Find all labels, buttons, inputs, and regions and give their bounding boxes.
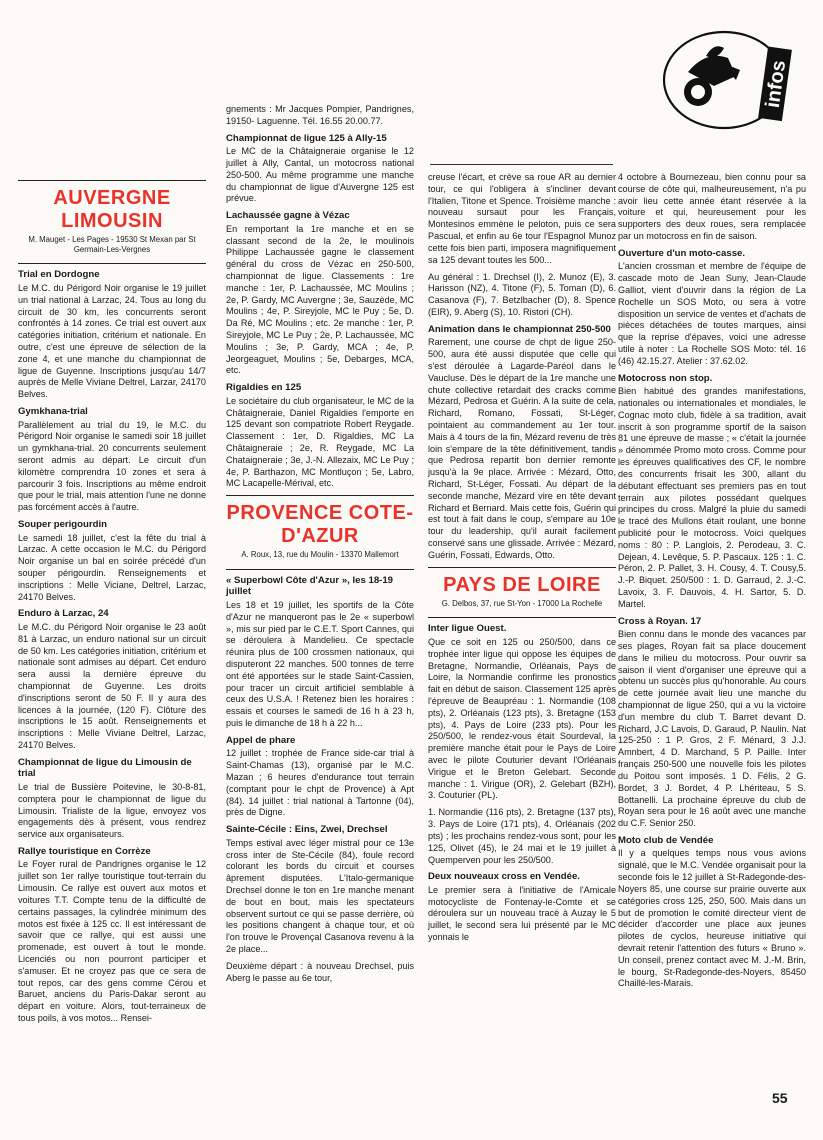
region-header bbox=[18, 180, 206, 264]
article-heading: Motocross non stop. bbox=[618, 372, 713, 384]
region-title: AUVERGNE LIMOUSIN bbox=[53, 187, 171, 232]
article-paragraph: Bien connu dans le monde des vacances par ses plages, Royan fait sa place doucement dans le milieu du motocross. Pour ouvrir sa saison il vient d'organiser une épreuve qui a obtenu un succès plus qu'honorable. Au cours de cette journée avait lieu une manche du championnat de ligue 250, qui a vu la victoire d'un membre du club T. Barret devant D. Richard, J.C Lavois, D. Garaud, P. Naulin. Nat 125-250 : 1 P. Gros, 2 F. Ménard, 3 J.J. Amnbert, 4 D. Marchand, 5 P. Paille. Inter français 250-500 une nouvelle fois les pilotes du Poitou sont imposés. 1 D. Félis, 2 G. Bordet, 3 J. Bordet, 4 P. Lhériteau, 5 S. Bottanelli. La prochaine épreuve du club de Royan sera pour le 16 août avec une manche du C.F. Senior 250. bbox=[618, 629, 806, 829]
article-paragraph: Les 18 et 19 juillet, les sportifs de la Côte d'Azur ne manqueront pas le 2e « superbowl », mis sur pied par le C.E.T. Sport Cannes, qui se déroulera à Mandelieu. Ce spectacle réunira plus de 100 crossmen nationaux, qui disputeront 22 manches. 500 tonnes de terre ont été apportées sur le stade Saint-Cassien, pour tracer un circuit artificiel semblable à ceux des U.S.A. ! Retenez bien les horaires : essais et courses le samedi de 16 h à 23 h, puis le dimanche de 18 h à 22 h... bbox=[226, 599, 414, 729]
article-paragraph: Le sociétaire du club organisateur, le MC de la Châtaigneraie, Daniel Rigaldies l'emporte en 125 devant son compatriote Robert Reygade. Classement : 1er, D. Rigaldies, MC La Châtaigneraie ; 2e, R. Reygade, MC La Chataigneraie ; 3e, J.-N. Allezaix, MC Le Puy ; 4e, P. Barthazon, MC Montluçon ; 5e, Labro, MC Lacapelle-Mérival, etc. bbox=[226, 395, 414, 489]
article-heading: Appel de phare bbox=[226, 734, 296, 746]
region-header bbox=[428, 567, 616, 619]
article-heading: Cross à Royan. 17 bbox=[618, 615, 702, 627]
article-heading: Rallye touristique en Corrèze bbox=[18, 845, 151, 857]
region-address: A. Roux, 13, rue du Moulin - 13370 Mallemort bbox=[241, 550, 399, 560]
article-paragraph: Parallèlement au trial du 19, le M.C. du Périgord Noir organise le samedi soir 18 juillet un gymkhana-trial. 20 concurrents seulement seront admis au départ. Le circuit d'un kilomètre comprendra 10 zones et sera à parcourir 3 fois. Inscriptions au même endroit que pour le trial, mais attention l'une ne donne pas forcément accès à l'autre. bbox=[18, 419, 206, 513]
article-paragraph: gnements : Mr Jacques Pompier, Pandrignes, 19150- Laguenne. Tél. 16.55 20.00.77. bbox=[226, 104, 414, 126]
logo-text: infos bbox=[761, 58, 791, 110]
article-paragraph: 4 octobre à Bournezeau, bien connu pour sa course de côte qui, malheureusement, n'a pu avoir lieu cette année étant réservée à la voiture et qui, heureusement pour les supporters des deux roues, sera remplacée par un motocross en fin de saison. bbox=[618, 172, 806, 242]
article-heading: Deux nouveaux cross en Vendée. bbox=[428, 871, 580, 883]
article-heading: Trial en Dordogne bbox=[18, 269, 100, 281]
column-1 bbox=[18, 176, 206, 1030]
article-paragraph: Le Foyer rural de Pandrignes organise le 12 juillet son 1er rallye touristique tout-terrain du Limousin. Ce rallye est ouvert aux motos et voitures T.T. Compte tenu de la difficulté de certains passages, la cylindrée minimum des motos est fixée à 125 cc. Il est intéressant de savoir que ce rallye, qui est aussi une promenade, est ouvert à tout le monde. Licenciés ou non pourront participer et s'amuser. Et ne croyez pas que ce sera de tout repos, car des gens comme Cérou et Baruet, anciens du Paris-Dakar seront au départ en voiture. Alors, tout-terraineux de tous poils, à vos motos... Rensei- bbox=[18, 859, 206, 1024]
article-paragraph: creuse l'écart, et crève sa roue AR au dernier tour, ce qui l'obligera à s'incliner devant l'Italien, Titone et Spence. Troisième manche : nouveau sursaut pour les Français, Montesinos emmène le peloton, puis ce sera Pascual, et enfin au 6e tour l'Espagnol Munoz cette fois bien parti, imposera magnifiquement sa 125 devant toutes les 500... bbox=[428, 172, 616, 265]
article-paragraph: Au général : 1. Drechsel (I), 2. Munoz (E), 3. Harisson (NZ), 4. Titone (F), 5. Toman (D), 6. Casanova (F), 7. Betzlbacher (D), 8. Spence (EIR), 9. Aberg (S), 10. Ristori (CH). bbox=[428, 271, 616, 317]
page-number: 55 bbox=[772, 1090, 788, 1106]
article-paragraph: L'ancien crossman et membre de l'équipe de cascade moto de Jean Suny, Jean-Claude Galliot, vient d'ouvrir dans la région de La Rochelle un SOS Moto, ou sera à votre disposition un service de ventes et d'achats de pièces détachées de toutes marques, ainsi que la reprise d'épaves, voici une adresse utile à noter : La Rochelle SOS Moto: tél. 16 (46) 42.15.27. Atelier : 37.62.02. bbox=[618, 261, 806, 366]
article-heading: Ouverture d'un moto-casse. bbox=[618, 247, 746, 259]
article-heading: Souper perigourdin bbox=[18, 519, 108, 531]
article-paragraph: Le samedi 18 juillet, c'est la fête du trial à Larzac. A cette occasion le M.C. du Périgord Noir organise un bal en soirée précédé d'un souper périgourdin. Renseignements et inscriptions : Melle Viciane, Deltrel, Larzac, 24170 Belves. bbox=[18, 532, 206, 602]
article-paragraph: Deuxième départ : à nouveau Drechsel, puis Aberg le passe au 6e tour, bbox=[226, 960, 414, 983]
article-heading: Rigaldies en 125 bbox=[226, 382, 302, 394]
region-title: PAYS DE LOIRE bbox=[443, 573, 601, 596]
motorcycle-rider-icon bbox=[684, 46, 740, 106]
article-paragraph: Que ce soit en 125 ou 250/500, dans ce trophée inter ligue qui oppose les équipes de Bretagne, Normandie, Orléanais, Pays de Loire, la Normandie confirme les pronostics fait en début de saison. Classement 125 après l'épreuve de Beaupréau : 1. Normandie (108 pts), 2. Orléanais (123 pts), 3. Bretagne (153 pts), 4. Pays de Loire (233 pts). Pour les 250/500, le rendez-vous était Sourdeval, la première manche était pour le Pays de Loire avec le pilote Couturier devant l'Orléanais Virigue et le Breton Gelebart. Seconde manche : 1. Virigue (OR), 2. Gelebart (BZH), 3. Couturier (PL). bbox=[428, 636, 616, 801]
article-paragraph: Bien habitué des grandes manifestations, nationales ou internationales et mondiales, le Cognac moto club, fidèle à sa tradition, avait inscrit à son programme sportif de la saison 81 une épreuve de masse ; « c'était la journée » dénommée Promo moto cross. Comme pour les épreuves qualificatives des CF, le nombre des concurrents frisait les 300, allant du débutant effectuant ses premiers pas en tout terrain aux pilotes possédant quelques principes du cross. Malgré la pluie du samedi le tracé des Mullons était roulant, une bonne publicité pour le motocross. Voici quelques noms : 80 : P. Langlois, 2. Perodeau, 3. C. Dejean, 4. Levêque, 5. P. Pascaux. 125 : 1. C. Péron, 2. P. Pallet, 3. H. Cousy, 4. T. Cousy,5. J.-P. Biquet. 250/500 : 1. D. Garraud, 2. J.-C. Lavoix, 3. F. Dauvois, 4. H. Sartor, 5. D. Martel. bbox=[618, 386, 806, 609]
region-address: M. Mauget - Les Pages - 19530 St Mexan par St Germain-Les-Vergnes bbox=[28, 235, 196, 254]
article-paragraph: En remportant la 1re manche et en se classant second de la 2e, le moulinois Philippe Lachaussée gagne le classement général du cross de Vézac en 250-500, championnat de ligue. Classements : 1re manche : 1er, P. Lachaussée, MC Moulins ; 2e, P. Gardy, MC Auvergne ; 3e, Sauzède, MC Moulins ; 4e, P. Sireyjole, MC le Puy ; 5e, D. Da Ré, MC Moulins ; etc. 2e manche : 1er, P. Sireyjole, MC Le Puy ; 2e, P. Lachaussée, MC Moulins ; 3e, P. Gardy, MCA ; 4e, P. Jeorgeaguet, Moulins ; 5e, Debarges, MCA, etc. bbox=[226, 223, 414, 376]
article-heading: Lachaussée gagne à Vézac bbox=[226, 210, 350, 222]
article-heading: Enduro à Larzac, 24 bbox=[18, 608, 109, 620]
article-heading: Inter ligue Ouest. bbox=[428, 623, 507, 635]
article-heading: Championnat de ligue du Limousin de trial bbox=[18, 756, 192, 780]
article-paragraph: 1. Normandie (116 pts), 2. Bretagne (137 pts), 3. Pays de Loire (171 pts), 4. Orléanais (202 pts) ; les prochains rendez-vous sont, pour les 125, Olivet (45), le 24 mai et le 19 juillet à Quemperven pour les 250/500. bbox=[428, 807, 616, 865]
article-paragraph: 12 juillet : trophée de France side-car trial à Saint-Chamas (13), organisé par le M.C. Mazan ; 6 heures d'endurance tout terrain (comptant pour le chpt de Provence) à Apt (84). 14 juillet : trial national à Tartonne (04), près de Digne. bbox=[226, 748, 414, 818]
article-paragraph: Le trial de Bussière Poitevine, le 30-8-81, comptera pour le championnat de ligue du Limousin. Trialiste de la ligue, envoyez vos engagements dès à présent, vous rendrez service aux organisateurs. bbox=[18, 781, 206, 840]
region-title: PROVENCE COTE-D'AZUR bbox=[226, 502, 414, 548]
article-paragraph: Temps estival avec léger mistral pour ce 13e cross inter de Ste-Cécile (84), foule record colorant les bords du circuit et courses âprement disputées. L'Italo-germanique Drechsel donne le ton en 1re manche menant de bout en bout, mais les spectateurs observent surtout ce qui se passe derrière, où les positions changent à chaque tour, et où l'on trouve le Provençal Casanova revenu à la 2e place... bbox=[226, 837, 414, 955]
article-heading: Championnat de ligue 125 à Ally-15 bbox=[226, 132, 387, 144]
article-paragraph: Le MC de la Châtaigneraie organise le 12 juillet à Ally, Cantal, un motocross national 250-500. Au même programme une manche du championnat de ligue d'Auvergne 125 est prévue. bbox=[226, 146, 414, 204]
infos-logo bbox=[658, 22, 798, 137]
article-heading: Moto club de Vendée bbox=[618, 834, 714, 846]
article-paragraph: Il y a quelques temps nous vous avions signalé, que le M.C. Vendée organisait pour la seconde fois le 12 juillet à St-Radegonde-des-Noyers 85, une course sur prairie ouverte aux catégories cross 125, 250, 500. Mais dans un but de promotion le comité directeur vient de décider d'accorder une place aux jeunes pilotes de cyclos, heureuse initiative qui devrait retenir l'attention des futurs « Bruno ». Un conseil, prenez contact avec M. J.-M. Brin, le bourg, St-Radegonde-des-Noyers, 85450 Chaillé-les-Marais. bbox=[618, 848, 806, 989]
column-4 bbox=[618, 172, 806, 995]
article-heading: Gymkhana-trial bbox=[18, 406, 88, 418]
article-heading: « Superbowl Côte d'Azur », les 18-19 juillet bbox=[226, 574, 394, 598]
article-paragraph: Le M.C. du Périgord Noir organise le 19 juillet un trial national à Larzac, 24. Tous au long du circuit de 30 km, les concurrents seront confrontés à 14 zones. Ce trial est ouvert aux catégories initiation, critérium et nationale. En outre, c'est une épreuve de sélection de la zone 4, et une manche du championnat de ligue de Guyenne. Inscriptions jusqu'au 14/7 auprès de Melle Viviane Deltrel, Larzar, 24170 Belves. bbox=[18, 282, 206, 400]
article-paragraph: Le premier sera à l'initiative de l'Amicale motocycliste de Fontenay-le-Comte et se déroulera sur un nouveau tracé à Auzay le 5 juillet, le second sera lui présenté par le MC yonnais le bbox=[428, 884, 616, 943]
column-3 bbox=[428, 172, 616, 949]
article-paragraph: Rarement, une course de chpt de ligue 250-500, aura été aussi disputée que celle qui s'est déroulée à Lagarde-Paréol dans le Vaucluse. Dès le départ de la 1re manche une chute collective retardait des cracks comme Mézard, Pedrosa et Guérin. A la suite de cela, Richard, Romano, Fossati, St-Léger, pointaient au commandement au 1er tour. Mais à 4 tours de la fin, Mézard revenu de très loin s'empare de la tête définitivement, tandis que Pedrosa repartit bon dernier remonte jusqu'à la 9e place. Arrivée : Mézard, Otto, Richard, St-Léger, Fossati. Au départ de la seconde manche, Mézard vire en tête devant Richard et Bernard. Mais cette fois, Guérin qui est tout à fait dans le coup, s'empare au 10e tour du leadership, qu'il aurait facilement conservé sans une glissade. Arrivée : Mézard, Guérin, Fossati, Edwards, Otto. bbox=[428, 337, 616, 560]
article-heading: Sainte-Cécile : Eins, Zwei, Drechsel bbox=[226, 824, 388, 836]
region-address: G. Delbos, 37, rue St-Yon - 17000 La Rochelle bbox=[441, 598, 603, 608]
region-header bbox=[226, 495, 414, 570]
article-heading: Animation dans le championnat 250-500 bbox=[428, 323, 611, 335]
column-2 bbox=[226, 104, 414, 990]
article-paragraph: Le M.C. du Périgord Noir organise le 23 août 81 à Larzac, un enduro national sur un circuit de 50 km. Les catégories initiation, critérium et nationale sont admises au départ. Cet enduro sera aussi la dernière épreuve du championnat de Guyenne. Les droits d'inscriptions seront de 50 F. Il y aura des licences à la journée, (120 F). Clôture des inscriptions le 15 août. Renseignements et inscriptions : Melle Viviane Deltrel, Larzac, 24170 Belves. bbox=[18, 621, 206, 751]
